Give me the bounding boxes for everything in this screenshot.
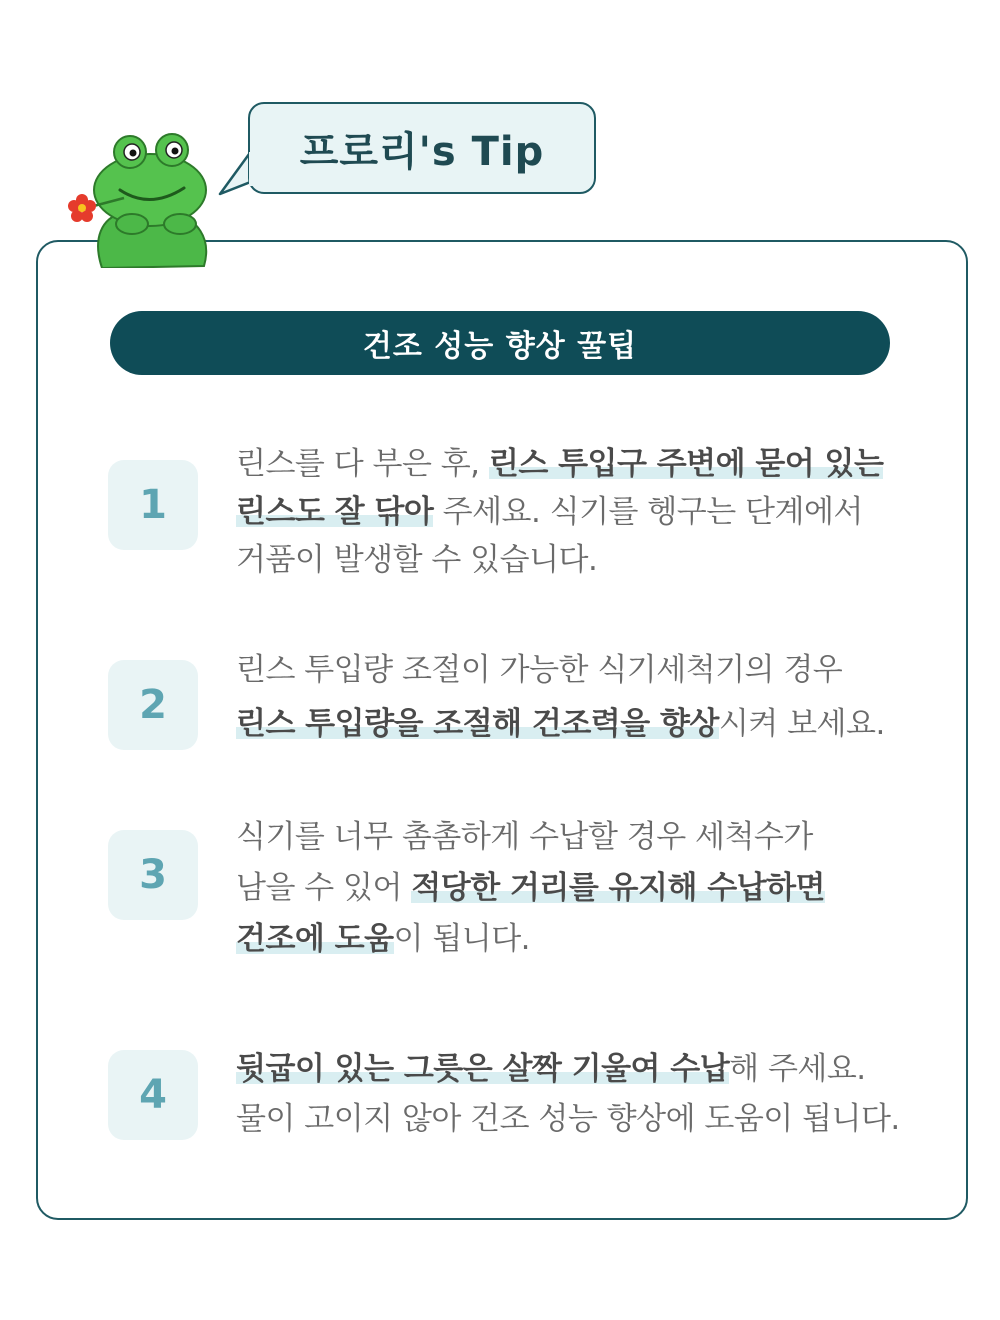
text-highlight: 건조에 도움 — [236, 921, 394, 957]
tip-number: 3 — [108, 830, 198, 920]
tip-text — [236, 1044, 926, 1144]
text-plain: 해 주세요. — [729, 1051, 866, 1087]
tip-line — [236, 440, 926, 488]
text-plain: 물이 고이지 않아 건조 성능 향상에 도움이 됩니다. — [236, 1101, 900, 1137]
text-plain: 시켜 보세요. — [718, 706, 885, 742]
tip-number: 2 — [108, 660, 198, 750]
section-title: 건조 성능 향상 꿀팁 — [362, 329, 638, 364]
flower-icon — [64, 190, 100, 226]
bubble-title: 프로리's Tip — [299, 128, 545, 175]
tip-line — [236, 1044, 926, 1094]
tip-line — [236, 700, 926, 748]
text-plain: 남을 수 있어 — [236, 870, 412, 906]
tip-text — [236, 646, 926, 748]
text-plain: 린스를 다 부은 후, — [236, 446, 489, 482]
tip-line — [236, 1094, 926, 1144]
bubble-tail-cover — [246, 150, 286, 190]
text-plain: 거품이 발생할 수 있습니다. — [236, 542, 598, 578]
tip-line — [236, 914, 926, 965]
tip-line — [236, 488, 926, 536]
tip-line — [236, 863, 926, 914]
tip-line — [236, 812, 926, 863]
text-highlight: 뒷굽이 있는 그릇은 살짝 기울여 수납 — [236, 1051, 730, 1087]
tip-line — [236, 646, 926, 694]
text-plain: 린스 투입량 조절이 가능한 식기세척기의 경우 — [236, 652, 843, 688]
text-highlight: 린스 투입량을 조절해 건조력을 향상 — [236, 706, 719, 742]
tip-line — [236, 536, 926, 584]
speech-bubble — [248, 102, 596, 194]
text-highlight: 린스 투입구 주변에 묻어 있는 — [488, 446, 884, 482]
text-plain: 식기를 너무 촘촘하게 수납할 경우 세척수가 — [236, 819, 813, 855]
tip-text — [236, 440, 926, 584]
text-highlight: 적당한 거리를 유지해 수납하면 — [411, 870, 825, 906]
text-plain: 주세요. 식기를 헹구는 단계에서 — [433, 494, 863, 530]
text-plain: 이 됩니다. — [393, 921, 531, 957]
tip-text — [236, 812, 926, 965]
section-header — [110, 311, 890, 375]
text-highlight: 린스도 잘 닦아 — [236, 494, 434, 530]
tip-number: 4 — [108, 1050, 198, 1140]
tip-number: 1 — [108, 460, 198, 550]
